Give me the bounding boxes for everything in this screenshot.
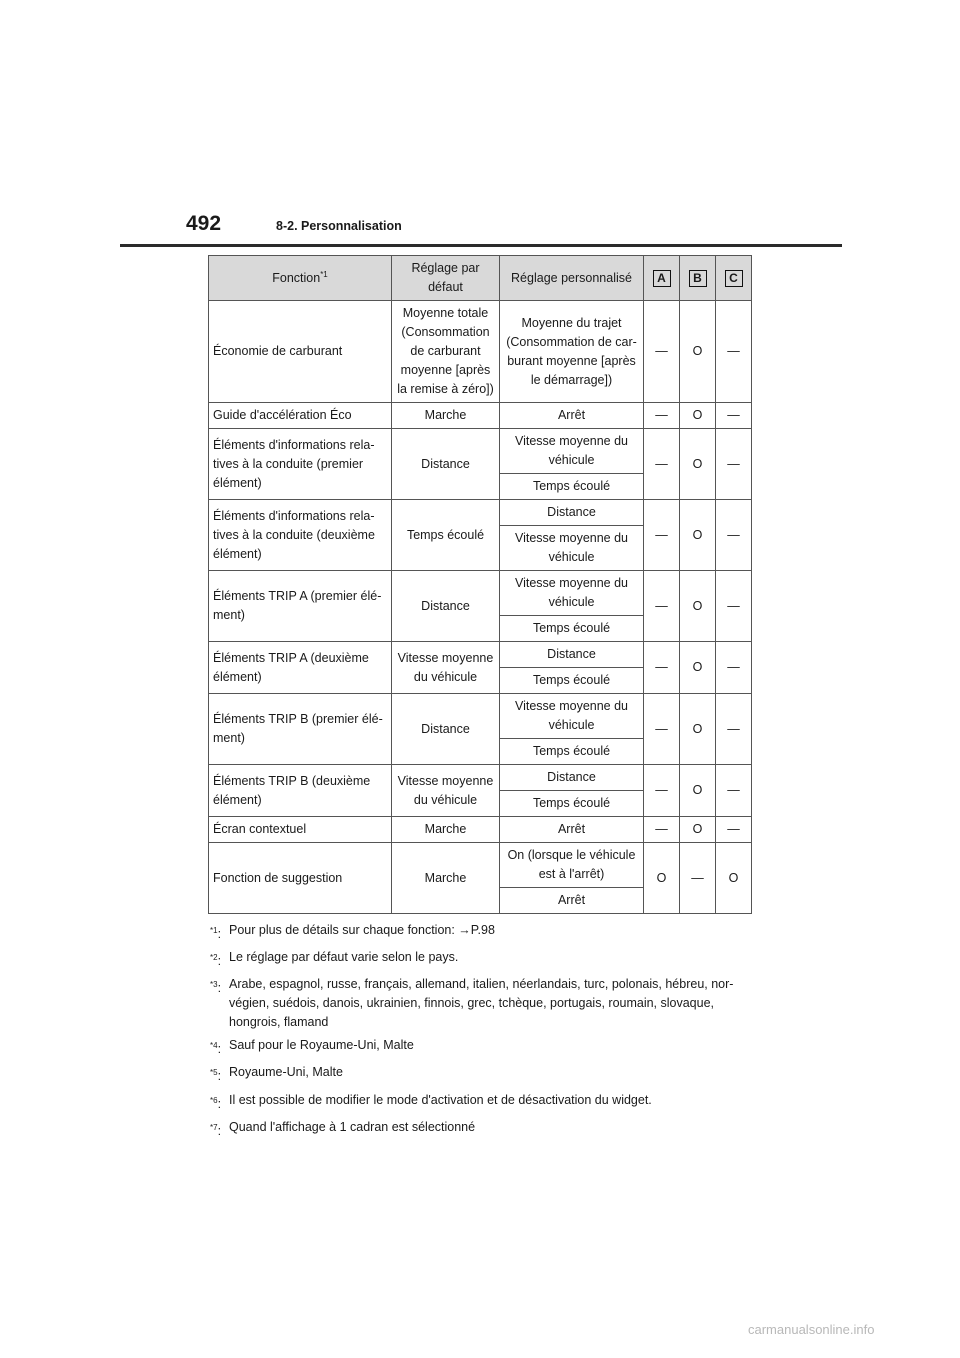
function-cell: Économie de carburant [209, 301, 392, 403]
table-row [209, 765, 752, 791]
table-row [209, 403, 752, 429]
table-row [209, 429, 752, 474]
mark-cell-a: — [644, 403, 680, 429]
footnote [210, 921, 760, 944]
column-a-box: A [653, 270, 671, 287]
mark-cell-b: O [680, 403, 716, 429]
footnotes [210, 921, 760, 1145]
custom-cell: Temps écoulé [500, 616, 644, 642]
header-rule [120, 244, 842, 247]
mark-cell-b: O [680, 694, 716, 765]
mark-cell-c: — [716, 500, 752, 571]
footnote-key: $^{*3}$: [210, 980, 222, 996]
mark-cell-b: O [680, 301, 716, 403]
mark-cell-a: — [644, 500, 680, 571]
custom-cell: Distance [500, 642, 644, 668]
mark-cell-b: O [680, 765, 716, 817]
table-row [209, 817, 752, 843]
mark-cell-b: O [680, 817, 716, 843]
custom-cell: Distance [500, 765, 644, 791]
footnote-text: Sauf pour le Royaume-Uni, Malte [229, 1038, 414, 1053]
function-cell: Éléments d'informations rela- tives à la conduite (deuxième élément) [209, 500, 392, 571]
mark-cell-a: — [644, 817, 680, 843]
custom-cell: On (lorsque le véhicule est à l'arrêt) [500, 843, 644, 888]
function-cell: Écran contextuel [209, 817, 392, 843]
mark-cell-a: — [644, 694, 680, 765]
default-cell: Distance [392, 571, 500, 642]
table-header-row [209, 256, 752, 301]
mark-cell-c: — [716, 301, 752, 403]
footnote-marker: *1 [210, 926, 218, 935]
table-body [209, 301, 752, 914]
custom-cell: Temps écoulé [500, 474, 644, 500]
function-cell: Guide d'accélération Éco [209, 403, 392, 429]
footnote [210, 948, 760, 971]
mark-cell-a: — [644, 571, 680, 642]
default-cell: Moyenne totale (Consommation de carburant moyenne [après la remise à zéro]) [392, 301, 500, 403]
mark-cell-b: O [680, 642, 716, 694]
default-cell: Distance [392, 429, 500, 500]
mark-cell-b: O [680, 500, 716, 571]
header-col-c [716, 256, 752, 301]
footnote-marker: *7 [210, 1122, 218, 1132]
footnote-marker: *5 [210, 1068, 218, 1078]
default-cell: Vitesse moyenne du véhicule [392, 765, 500, 817]
table-row [209, 642, 752, 668]
header-col-b [680, 256, 716, 301]
header-col-a [644, 256, 680, 301]
mark-cell-b: O [680, 571, 716, 642]
footnote-text: Quand l'affichage à 1 cadran est sélectionné [229, 1119, 476, 1134]
table-row [209, 500, 752, 526]
custom-cell: Vitesse moyenne du véhicule [500, 694, 644, 739]
default-cell: Marche [392, 817, 500, 843]
footnote-text: Arabe, espagnol, russe, français, allemand, italien, néerlandais, turc, polonais, hébreu, nor- végien, suédois, danois, ukrainien, finnois, grec, tchèque, portugais, roumain, slovaque, hongrois, flamand [229, 977, 734, 1030]
footnote [210, 1063, 760, 1086]
footnote-marker: *3 [210, 980, 218, 990]
mark-cell-a: — [644, 429, 680, 500]
column-b-box: B [689, 270, 707, 287]
default-cell: Marche [392, 843, 500, 914]
header-custom: Réglage personnalisé [500, 256, 644, 301]
custom-cell: Vitesse moyenne du véhicule [500, 526, 644, 571]
footnote [210, 975, 760, 1032]
footnote-text: Pour plus de détails sur chaque fonction: →P.98 [229, 923, 495, 937]
mark-cell-a: O [644, 843, 680, 914]
watermark: carmanualsonline.info [748, 1322, 875, 1337]
footnote [210, 1118, 760, 1141]
custom-cell: Arrêt [500, 888, 644, 914]
footnote [210, 1091, 760, 1114]
custom-cell: Moyenne du trajet (Consommation de car- burant moyenne [après le démarrage]) [500, 301, 644, 403]
function-cell: Fonction de suggestion [209, 843, 392, 914]
custom-cell: Vitesse moyenne du véhicule [500, 571, 644, 616]
mark-cell-a: — [644, 642, 680, 694]
default-cell: Temps écoulé [392, 500, 500, 571]
footnote-text: Le réglage par défaut varie selon le pays. [229, 950, 459, 965]
header-function-note: *1 [320, 269, 328, 279]
function-cell: Éléments d'informations rela- tives à la conduite (premier élément) [209, 429, 392, 500]
footnote-key: $^{*7}$: [210, 1122, 222, 1138]
column-c-box: C [725, 270, 743, 287]
default-cell: Distance [392, 694, 500, 765]
custom-cell: Temps écoulé [500, 668, 644, 694]
footnote-key: $^{*6}$: [210, 1095, 222, 1111]
footnote-key: $^{*1}$: [210, 926, 222, 942]
mark-cell-b: O [680, 429, 716, 500]
custom-cell: Arrêt [500, 403, 644, 429]
default-cell: Marche [392, 403, 500, 429]
mark-cell-a: — [644, 301, 680, 403]
custom-cell: Arrêt [500, 817, 644, 843]
footnote-text: Il est possible de modifier le mode d'activation et de désactivation du widget. [229, 1092, 652, 1107]
table-row [209, 301, 752, 403]
footnote-marker: *4 [210, 1041, 218, 1051]
settings-table [208, 255, 752, 914]
function-cell: Éléments TRIP B (premier élé- ment) [209, 694, 392, 765]
footnote [210, 1036, 760, 1059]
table-row [209, 694, 752, 739]
footnote-marker: *6 [210, 1095, 218, 1105]
header-function-label: Fonction [272, 270, 321, 285]
mark-cell-b: — [680, 843, 716, 914]
footnote-key: $^{*5}$: [210, 1068, 222, 1084]
footnote-key: $^{*4}$: [210, 1041, 222, 1057]
custom-cell: Vitesse moyenne du véhicule [500, 429, 644, 474]
header-function [209, 256, 392, 301]
mark-cell-c: — [716, 817, 752, 843]
footnote-key: $^{*2}$: [210, 953, 222, 969]
table-row [209, 571, 752, 616]
mark-cell-c: — [716, 765, 752, 817]
header-default: Réglage par défaut [392, 256, 500, 301]
custom-cell: Distance [500, 500, 644, 526]
custom-cell: Temps écoulé [500, 739, 644, 765]
footnote-marker: *2 [210, 953, 218, 963]
function-cell: Éléments TRIP B (deuxième élément) [209, 765, 392, 817]
mark-cell-c: — [716, 694, 752, 765]
mark-cell-c: — [716, 642, 752, 694]
function-cell: Éléments TRIP A (deuxième élément) [209, 642, 392, 694]
function-cell: Éléments TRIP A (premier élé- ment) [209, 571, 392, 642]
mark-cell-c: — [716, 429, 752, 500]
default-cell: Vitesse moyenne du véhicule [392, 642, 500, 694]
footnote-text: Royaume-Uni, Malte [229, 1065, 343, 1080]
custom-cell: Temps écoulé [500, 791, 644, 817]
page-number: 492 [186, 212, 222, 235]
mark-cell-c: — [716, 403, 752, 429]
mark-cell-c: — [716, 571, 752, 642]
section-title: 8-2. Personnalisation [276, 219, 402, 233]
table-row [209, 843, 752, 888]
mark-cell-c: O [716, 843, 752, 914]
mark-cell-a: — [644, 765, 680, 817]
